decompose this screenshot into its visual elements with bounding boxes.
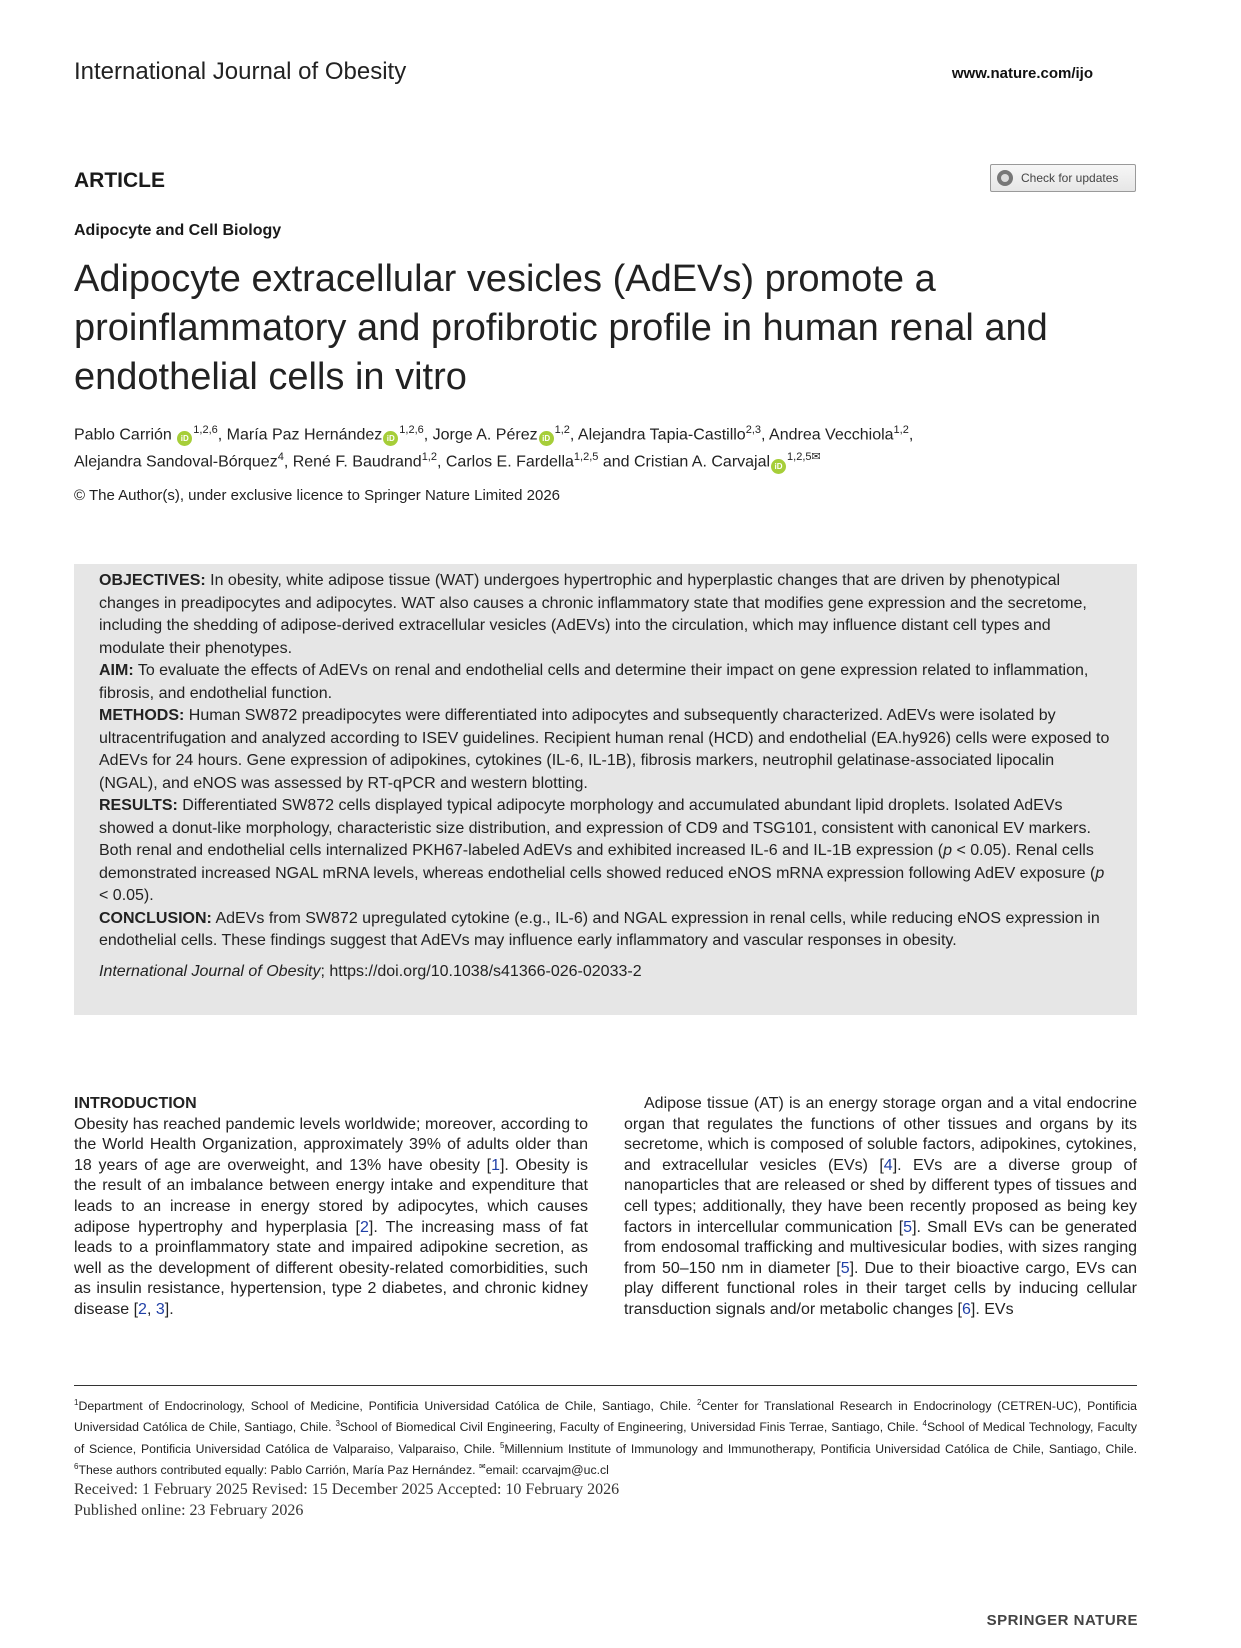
affiliation-text: Department of Endocrinology, School of Medicine, Pontificia Universidad Católica de Chile, Santiago, Chile. [78,1399,697,1414]
reference-link[interactable]: 5 [840,1259,850,1277]
section-heading: INTRODUCTION [74,1095,197,1112]
reference-link[interactable]: 4 [883,1156,893,1174]
journal-site-link[interactable]: www.nature.com/ijo [951,65,1093,82]
check-for-updates-button[interactable] [990,164,1136,192]
orcid-icon[interactable]: iD [539,431,554,446]
p-symbol: p [1095,864,1105,882]
email-label: email: [485,1462,522,1477]
body-text: , [146,1300,156,1318]
author-affiliation: 2,3 [745,424,761,436]
mail-icon[interactable]: ✉ [811,451,821,464]
results-text: < 0.05). Renal cells demonstrated increased NGAL mRNA levels, whereas endothelial cells showed reduced eNOS mRNA expression following AdEV exposure ( [99,842,1096,882]
intro-paragraph [624,1094,1137,1321]
abstract-objectives [99,570,1114,660]
aim-label: AIM: [99,662,134,679]
reference-link[interactable]: 2 [138,1300,147,1318]
journal-name: International Journal of Obesity [74,58,407,85]
abstract-results [99,795,1114,908]
and-word: and [602,453,630,471]
received-revised-accepted: Received: 1 February 2025 Revised: 15 December 2025 Accepted: 10 February 2026 [74,1481,620,1498]
author-name[interactable]: Jorge A. Pérez [432,426,538,444]
results-text: < 0.05). [99,887,154,904]
author-name[interactable]: Pablo Carrión [74,426,172,444]
check-for-updates-label: Check for updates [1021,171,1119,185]
intro-right-column [624,1094,1137,1321]
reference-link[interactable]: 1 [491,1156,500,1174]
author-name[interactable]: María Paz Hernández [226,426,383,444]
methods-label: METHODS: [99,707,185,724]
affiliation-text: Millennium Institute of Immunology and Immunotherapy, Pontificia Universidad Católica de Chile, Santiago, Chile. [504,1441,1137,1456]
results-label: RESULTS: [99,797,178,814]
affiliation-text: School of Biomedical Civil Engineering, Faculty of Engineering, Universidad Finis Terrae, Santiago, Chile. [339,1420,923,1435]
author-affiliation: 1,2,6 [193,424,218,436]
affiliation-number: 4 [922,1419,927,1429]
reference-link[interactable]: 5 [903,1218,913,1236]
intro-paragraph [74,1115,588,1321]
body-text: ]. EVs [970,1300,1014,1318]
email-link[interactable]: ccarvajm@uc.cl [521,1462,609,1477]
affiliation-number: 3 [335,1419,340,1429]
results-text: Differentiated SW872 cells displayed typical adipocyte morphology and accumulated abundant lipid droplets. Isolated AdEVs showed a donut-like morphology, characteristic size distribution, and expression of CD9 and TSG101, consistent with canonical EV markers. Both renal and endothelial cells internalized PKH67-labeled AdEVs and exhibited increased IL-6 and IL-1B expression ( [99,797,1091,859]
abstract-conclusion [99,908,1114,953]
publication-dates [74,1479,619,1521]
author-name[interactable]: René F. Baudrand [292,453,422,471]
affiliation-number: 5 [499,1440,505,1450]
abstract-aim [99,660,1114,705]
article-type: ARTICLE [74,169,165,192]
orcid-icon[interactable]: iD [177,431,192,446]
author-name[interactable]: Alejandra Tapia-Castillo [577,426,746,444]
author-name[interactable]: Cristian A. Carvajal [634,453,771,471]
article-title: Adipocyte extracellular vesicles (AdEVs) promote a proinflammatory and profibrotic profile in human renal and endothelial cells in vitro [74,258,1048,398]
body-text: ]. Obesity is the result of an imbalance between energy intake and expenditure that leads to an increase in energy stored by adipocytes, which causes adipose hypertrophy and hyperplasia [ [74,1156,588,1236]
author-name[interactable]: Andrea Vecchiola [769,426,894,444]
copyright-notice: © The Author(s), under exclusive licence to Springer Nature Limited 2026 [74,487,561,504]
affiliation-text: School of Medical Technology, Faculty of Science, Pontificia Universidad Católica de Valparaiso, Valparaiso, Chile. [74,1420,1137,1456]
footnote-divider [74,1385,1137,1386]
body-text: ]. EVs are a diverse group of nanoparticles that are released or shed by different types of tissues and cell types; additionally, they have been recently proposed as being key factors in intercellular communication [ [624,1156,1137,1236]
article-category: Adipocyte and Cell Biology [74,222,282,239]
body-text: ]. Due to their bioactive cargo, EVs can play different functional roles in their target cells by inducing cellular transduction signals and/or metabolic changes [ [624,1259,1137,1318]
author-affiliation: 1,2 [893,424,909,436]
author-affiliation: 4 [277,451,284,464]
citation-doi-link[interactable]: ; https://doi.org/10.1038/s41366-026-02033-2 [320,962,642,980]
abstract [99,570,1114,983]
aim-text: To evaluate the effects of AdEVs on renal and endothelial cells and determine their impact on gene expression related to inflammation, fibrosis, and endothelial function. [99,662,1089,702]
author-affiliation: 1,2 [421,451,437,464]
publisher-logo: SPRINGER NATURE [986,1612,1138,1629]
published-online: Published online: 23 February 2026 [74,1502,304,1519]
conclusion-text: AdEVs from SW872 upregulated cytokine (e.g., IL-6) and NGAL expression in renal cells, while reducing eNOS expression in endothelial cells. These findings suggest that AdEVs may influence early inflammatory and vascular responses in obesity. [99,909,1100,949]
mail-icon: ✉ [479,1461,486,1471]
objectives-text: In obesity, white adipose tissue (WAT) undergoes hypertrophic and hyperplastic changes that are driven by phenotypical changes in preadipocytes and adipocytes. WAT also causes a chronic inflammatory state that modifies gene expression and the secretome, including the shedding of adipose-derived extracellular vesicles (AdEVs) into the circulation, which may influence distant cell types and modulate their phenotypes. [99,572,1087,657]
body-text: Obesity has reached pandemic levels worldwide; moreover, according to the World Health Organization, approximately 39% of adults older than 18 years of age are overweight, and 13% have obesity [ [74,1115,588,1174]
author-affiliation: 1,2 [554,424,570,436]
orcid-icon[interactable]: iD [771,459,786,474]
author-affiliation: 1,2,6 [399,424,424,436]
intro-left-column [74,1094,588,1321]
p-symbol: p [943,842,952,859]
abstract-methods [99,705,1114,795]
conclusion-label: CONCLUSION: [99,909,212,927]
affiliations [74,1394,1137,1479]
author-name[interactable]: Alejandra Sandoval-Bórquez [74,453,278,471]
author-affiliation: 1,2,5 [787,451,812,464]
reference-link[interactable]: 6 [961,1300,971,1318]
abstract-citation [99,961,1114,984]
citation-journal: International Journal of Obesity [99,962,321,980]
body-text: ]. The increasing mass of fat leads to a proinflammatory state and impaired adipokine secretion, as well as the development of different obesity-related comorbidities, such as insulin resistance, hypertension, type 2 diabetes, and chronic kidney disease [ [74,1218,589,1318]
author-list: Pablo Carrión iD$^{1,2,6}$, María Paz Hernández iD$^{1,2,6}$, Jorge A. Pérez iD$^{1,2}$, Alejandra Tapia-Castillo$^{2,3}$, Andrea Vecchiola$^{1,2}$, Alejandra Sandoval-Bórquez$^4$, René F. Baudrand$^{1,2}$, Carlos E. Fardella$^{1,2,5}$ and Cristian A. Carvajal $iD^{1,2,5✉}$ [74,419,1164,474]
author-name[interactable]: Carlos E. Fardella [445,453,574,471]
author-affiliation: 1,2,5 [573,451,599,464]
objectives-label: OBJECTIVES: [99,572,206,589]
reference-link[interactable]: 2 [360,1218,369,1236]
body-text: ]. Small EVs can be generated from endosomal trafficking and multivesicular bodies, with sizes ranging from 50–150 nm in diameter [ [624,1218,1138,1277]
body-text: Adipose tissue (AT) is an energy storage organ and a vital endocrine organ that regulates the functions of other tissues and organs by its secretome, which is composed of soluble factors, adipokines, cytokines, and extracellular vesicles (EVs) [ [624,1095,1137,1174]
crossmark-icon [997,170,1013,186]
reference-link[interactable]: 3 [155,1300,165,1318]
affiliation-number: 6 [74,1461,79,1471]
methods-text: Human SW872 preadipocytes were differentiated into adipocytes and subsequently characterized. AdEVs were isolated by ultracentrifugation and analyzed according to ISEV guidelines. Recipient human renal (HCD) and endothelial (EA.hy926) cells were exposed to AdEVs for 24 hours. Gene expression of adipokines, cytokines (IL-6, IL-1B), fibrosis markers, neutrophil gelatinase-associated lipocalin (NGAL), and eNOS was assessed by RT-qPCR and western blotting. [99,707,1110,792]
affiliation-number: 2 [696,1398,702,1407]
affiliation-text: Center for Translational Research in Endocrinology (CETREN-UC), Pontificia Universidad Católica de Chile, Santiago, Chile. [74,1399,1137,1435]
body-text: ]. [164,1300,174,1318]
affiliation-number: 1 [74,1398,79,1407]
affiliation-text: These authors contributed equally: Pablo Carrión, María Paz Hernández. [78,1462,480,1477]
orcid-icon[interactable]: iD [383,431,398,446]
